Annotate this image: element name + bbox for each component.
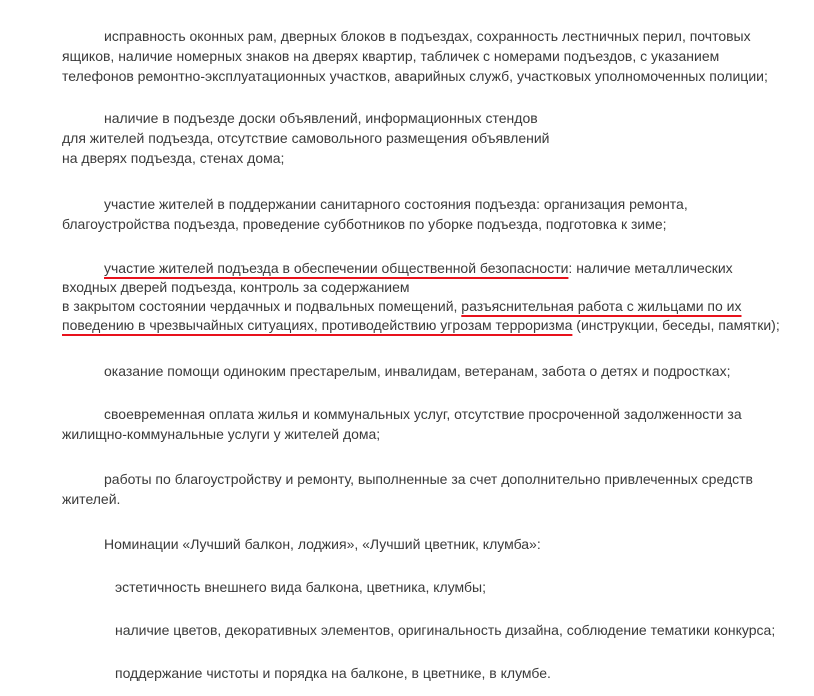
paragraph-help-elderly xyxy=(62,361,807,381)
text-line: Номинации «Лучший балкон, лоджия», «Лучший цветник, клумба»: xyxy=(104,536,541,552)
text-line xyxy=(62,297,807,316)
paragraph-aesthetics xyxy=(62,577,807,597)
paragraph-payment xyxy=(62,404,807,444)
text-line xyxy=(62,259,807,278)
paragraph-notice-board xyxy=(62,108,807,168)
paragraph-improvement xyxy=(62,469,807,509)
text-line: телефонов ремонтно-эксплуатационных участков, аварийных служб, участковых уполномоченных полиции; xyxy=(62,68,768,84)
text-segment: (инструкции, беседы, памятки); xyxy=(572,317,780,333)
underlined-text-explanatory-work: разъяснительная работа с жильцами по их xyxy=(461,298,742,314)
text-line: жилищно-коммунальные услуги у жителей дома; xyxy=(62,426,381,442)
text-line: наличие в подъезде доски объявлений, информационных стендов xyxy=(104,110,538,126)
paragraph-sanitary xyxy=(62,194,807,234)
text-line: своевременная оплата жилья и коммунальных услуг, отсутствие просроченной задолженности за xyxy=(104,406,742,422)
text-line: жителей. xyxy=(62,491,121,507)
text-line: участие жителей в поддержании санитарного состояния подъезда: организация ремонта, xyxy=(104,196,688,212)
text-line: для жителей подъезда, отсутствие самовольного размещения объявлений xyxy=(62,130,550,146)
paragraph-security xyxy=(62,259,807,335)
underlined-text-terrorism: поведению в чрезвычайных ситуациях, противодействию угрозам терроризма xyxy=(62,317,573,333)
underlined-text-security: участие жителей подъезда в обеспечении общественной безопасности xyxy=(104,260,569,276)
text-line: ящиков, наличие номерных знаков на дверях квартир, табличек с номерами подъездов, с указанием xyxy=(62,48,720,64)
text-segment: : наличие металлических xyxy=(568,260,733,276)
text-line: на дверях подъезда, стенах дома; xyxy=(62,150,285,166)
text-line: поддержание чистоты и порядка на балконе, в цветнике, в клумбе. xyxy=(115,665,551,681)
text-line: работы по благоустройству и ремонту, выполненные за счет дополнительно привлеченных средств xyxy=(104,471,753,487)
text-segment: в закрытом состоянии чердачных и подвальных помещений, xyxy=(62,298,462,314)
text-line: эстетичность внешнего вида балкона, цветника, клумбы; xyxy=(115,579,486,595)
paragraph-flowers-decor xyxy=(62,620,807,640)
text-line xyxy=(62,316,807,335)
paragraph-windows-doors xyxy=(62,26,807,86)
text-line: входных дверей подъезда, контроль за содержанием xyxy=(62,279,410,295)
text-line: исправность оконных рам, дверных блоков в подъездах, сохранность лестничных перил, почтовых xyxy=(104,28,751,44)
text-line: благоустройства подъезда, проведение субботников по уборке подъезда, подготовка к зиме; xyxy=(62,216,667,232)
paragraph-cleanliness xyxy=(62,663,807,683)
text-line: оказание помощи одиноким престарелым, инвалидам, ветеранам, забота о детях и подростках; xyxy=(104,363,731,379)
text-line: наличие цветов, декоративных элементов, оригинальность дизайна, соблюдение тематики конкурса; xyxy=(115,622,776,638)
paragraph-nominations-heading xyxy=(62,534,807,554)
